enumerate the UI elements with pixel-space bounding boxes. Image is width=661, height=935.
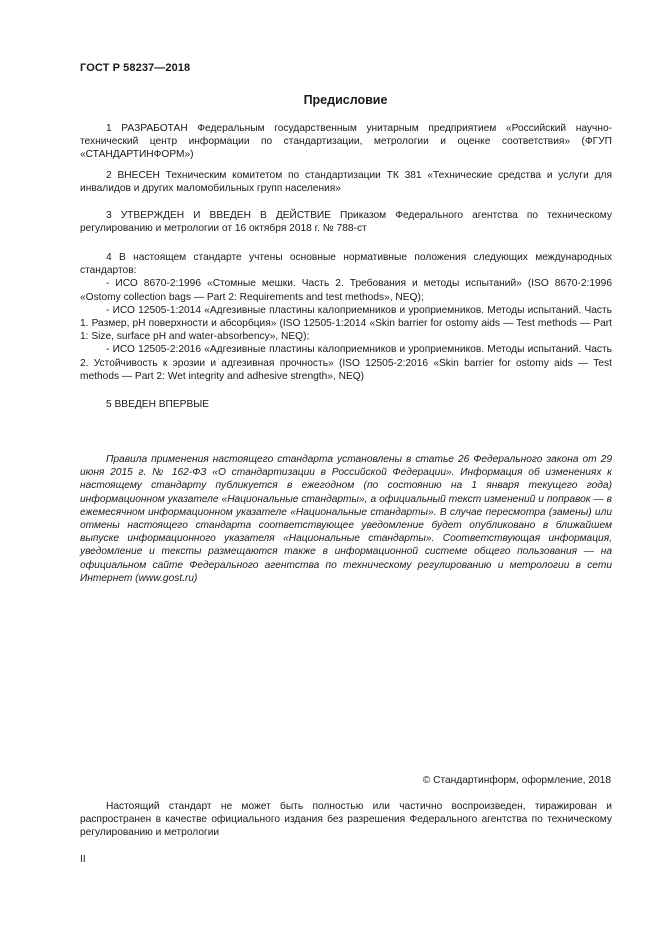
notice-block [80,453,612,585]
rights-text: Настоящий стандарт не может быть полностью или частично воспроизведен, тиражирован и распространен в качестве официального издания без разрешения Федерального агентства по техническому регулированию и метрологии [80,801,612,839]
page-number: II [80,854,86,865]
item-2 [80,169,612,195]
item-2-text: 2 ВНЕСЕН Техническим комитетом по стандартизации ТК 381 «Технические средства и услуги для инвалидов и других маломобильных групп населения» [80,170,612,195]
item-5 [80,398,612,411]
item-5-text: 5 ВВЕДЕН ВПЕРВЫЕ [106,399,210,410]
item-4-list-entry: - ИСО 12505-2:2016 «Адгезивные пластины калоприемников и уроприемников. Методы испытаний. Часть 2. Устойчивость к эрозии и адгезивная прочность» (ISO 12505-2:2016 «Skin barrier for ostomy aids — Test methods — Part 2: Wet integrity and adhesive strength», NEQ) [80,344,612,382]
item-1 [80,122,612,162]
section-title: Предисловие [303,93,388,107]
item-4-list-entry: - ИСО 8670-2:1996 «Стомные мешки. Часть 2. Требования и методы испытаний» (ISO 8670-2:1996 «Ostomy collection bags — Part 2: Requirements and test methods», NEQ); [80,278,612,303]
item-3 [80,209,612,235]
standard-code: ГОСТ Р 58237—2018 [80,62,191,74]
rights-notice [80,800,612,840]
item-4-list-entry: - ИСО 12505-1:2014 «Адгезивные пластины калоприемников и уроприемников. Методы испытаний. Часть 1. Размер, pH поверхности и абсорбция» (ISO 12505-1:2014 «Skin barrier for ostomy aids — Test methods — Part 1: Size, surface pH and water-absorbency», NEQ); [80,304,612,343]
item-3-text: 3 УТВЕРЖДЕН И ВВЕДЕН В ДЕЙСТВИЕ Приказом Федерального агентства по техническому регулированию и метрологии от 16 октября 2018 г. № 788-ст [80,210,612,235]
item-4 [80,251,612,383]
notice-text: Правила применения настоящего стандарта установлены в статье 26 Федерального закона от 29 июня 2015 г. № 162-ФЗ «О стандартизации в Российской Федерации». Информация об изменениях к настоящему стандарту публикуется в ежегодном (по состоянию на 1 января текущего года) информационном указателе «Национальные стандарты», а официальный текст изменений и поправок — в ежемесячном информационном указателе «Национальные стандарты». В случае пересмотра (замены) или отмены настоящего стандарта соответствующее уведомление будет опубликовано в ближайшем выпуске информационного указателя «Национальные стандарты». Соответствующая информация, уведомление и тексты размещаются также в информационной системе общего пользования — на официальном сайте Федерального агентства по техническому регулированию и метрологии в сети Интернет (www.gost.ru) [80,454,612,584]
item-4-intro: 4 В настоящем стандарте учтены основные нормативные положения следующих международных стандартов: [80,252,612,277]
copyright-line: © Стандартинформ, оформление, 2018 [422,775,611,786]
item-1-text: 1 РАЗРАБОТАН Федеральным государственным унитарным предприятием «Российский научно-технический центр информации по стандартизации, метрологии и оценке соответствия» (ФГУП «СТАНДАРТИНФОРМ») [80,123,612,161]
